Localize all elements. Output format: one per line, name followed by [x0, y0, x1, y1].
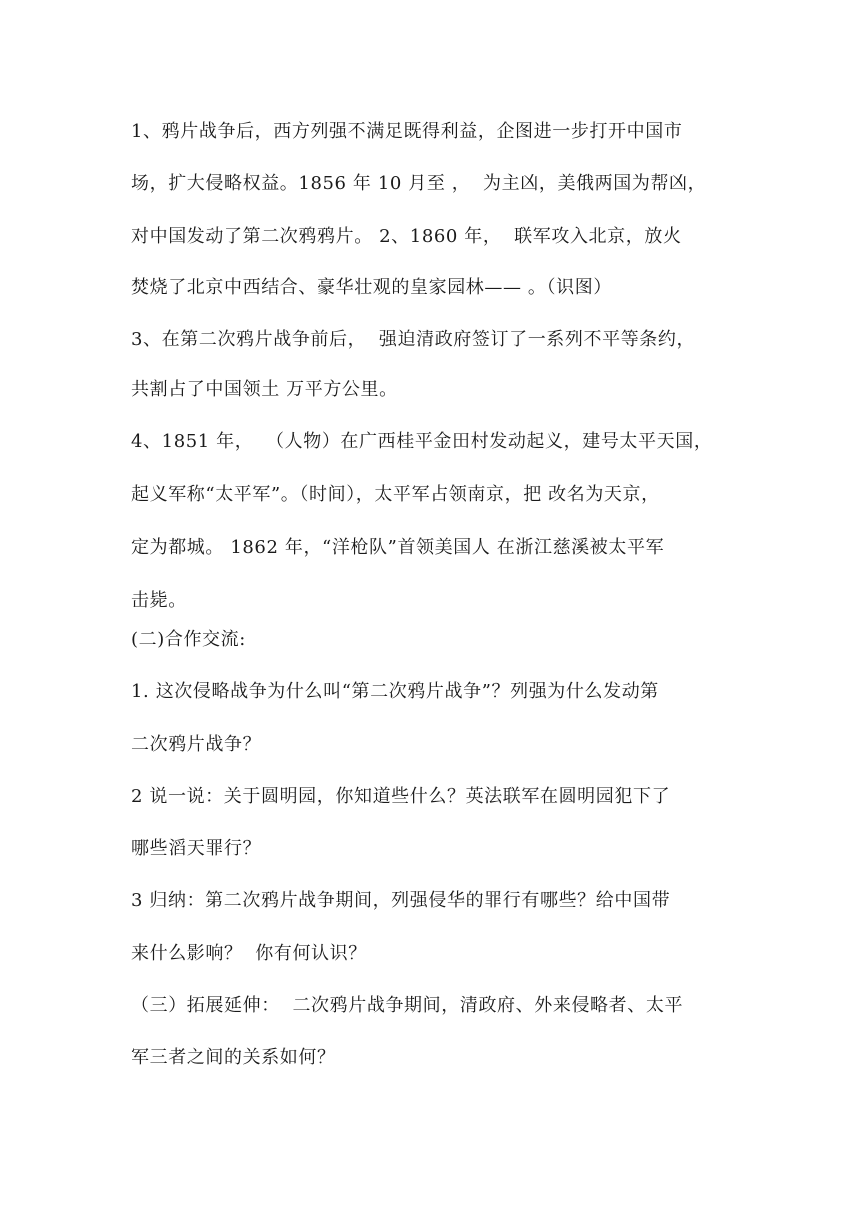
section-heading: (二)合作交流:: [131, 629, 246, 650]
text-line: 共割占了中国领土 万平方公里。: [131, 379, 398, 400]
text-line: 军三者之间的关系如何？: [131, 1047, 336, 1068]
text-line: 来什么影响？ 你有何认识？: [131, 943, 367, 964]
text-line: 哪些滔天罪行？: [131, 838, 262, 859]
text-line: 起义军称“太平军”。（时间），太平军占领南京，把 改名为天京，: [131, 484, 660, 505]
text-line: 对中国发动了第二次鸦鸦片。 2、1860 年， 联军攻入北京，放火: [131, 226, 682, 247]
text-line: 场，扩大侵略权益。1856 年 10 月至 ， 为主凶，美俄两国为帮凶，: [131, 173, 707, 194]
text-line: 2 说一说：关于圆明园，你知道些什么？英法联军在圆明园犯下了: [131, 786, 671, 807]
text-line: 4、1851 年， （人物）在广西桂平金田村发动起义，建号太平天国，: [131, 431, 713, 452]
text-line: 击毙。: [131, 590, 187, 611]
text-line: 定为都城。 1862 年，“洋枪队”首领美国人 在浙江慈溪被太平军: [131, 537, 665, 558]
section-heading: （三）拓展延伸： 二次鸦片战争期间，清政府、外来侵略者、太平: [131, 995, 684, 1016]
text-line: 1. 这次侵略战争为什么叫“第二次鸦片战争”？列强为什么发动第: [131, 681, 659, 702]
text-line: 1、鸦片战争后，西方列强不满足既得利益，企图进一步打开中国市: [131, 121, 683, 142]
text-line: 二次鸦片战争？: [131, 734, 262, 755]
text-line: 焚烧了北京中西结合、豪华壮观的皇家园林—— 。（识图）: [131, 277, 612, 298]
text-line: 3 归纳：第二次鸦片战争期间，列强侵华的罪行有哪些？给中国带: [131, 890, 671, 911]
text-line: 3、在第二次鸦片战争前后， 强迫清政府签订了一系列不平等条约，: [131, 329, 696, 350]
